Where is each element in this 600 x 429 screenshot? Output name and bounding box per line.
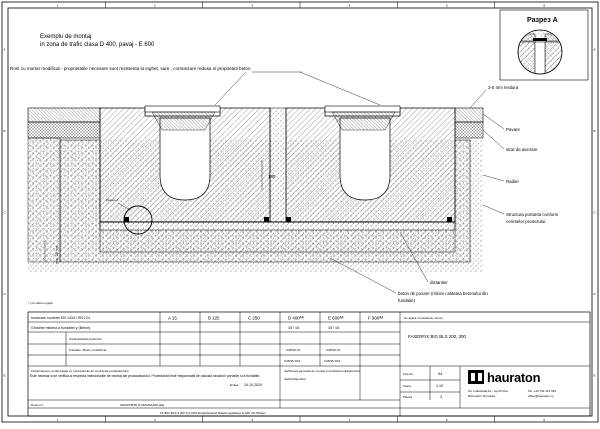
frame-row-E-left: E bbox=[3, 373, 6, 378]
title-line2: in zona de trafic clasa D 400, pavaj - E 600 bbox=[40, 42, 155, 48]
frame-row-B-left: B bbox=[3, 128, 6, 133]
y-value-d400: 15 / 15 bbox=[288, 326, 299, 330]
beton-value-e600: C25/30-XF bbox=[326, 348, 341, 352]
beton-value-d400: C25/30-XF bbox=[286, 348, 301, 352]
gap-callout: 3-5 mm lesitura bbox=[488, 85, 519, 90]
notes-title: Pozitionarea in conformitate cu instructiunile de montaj ale producatorului bbox=[31, 369, 129, 373]
frame-row-D-left: D bbox=[3, 292, 6, 297]
frame-column-6-top: 6 bbox=[543, 3, 546, 8]
frame-row-A-left: A bbox=[3, 47, 6, 52]
cross-section bbox=[28, 106, 483, 272]
product-name: FASERFIX BIG BLS 200, 300 bbox=[408, 334, 466, 339]
frame-row-A-right: A bbox=[593, 47, 596, 52]
frame-column-3-bottom: 3 bbox=[251, 418, 254, 422]
sheet-label: Plansa bbox=[403, 395, 413, 399]
depth-dimension: 180 bbox=[268, 174, 276, 179]
frame-column-2-top: 2 bbox=[154, 3, 156, 8]
title-line1: Exemplu de montaj bbox=[40, 34, 92, 40]
company-logo bbox=[468, 370, 541, 385]
structure-callout-2: cerintelor proiectului. bbox=[506, 219, 547, 224]
y-value-e600: 15 / 15 bbox=[328, 326, 339, 330]
concrete-callout-1: beton de pozare (minim calitatea betonului din bbox=[398, 291, 488, 296]
bedding-callout: strat de asezare bbox=[506, 147, 538, 152]
row1-label: Incarcare conform EN 1433 / EN 124 bbox=[31, 316, 90, 320]
class-value-d400: C35/45-XF3 bbox=[284, 359, 301, 363]
frame-column-1-top: 1 bbox=[56, 3, 59, 8]
concrete-callout-2: fundatie) bbox=[398, 298, 416, 303]
footer-title: FF-BIG-BLS 3 200 Typ D00 Einbaubeispiel Belastungsklasse E 600 mit Pflaster bbox=[160, 411, 266, 415]
paving-callout: Pavare bbox=[506, 127, 520, 132]
load-class-1: B 125 bbox=[208, 315, 220, 321]
frame-column-2-bottom: 2 bbox=[154, 418, 156, 422]
scale-label: Scara bbox=[403, 384, 411, 388]
scale-value: 1:10 bbox=[436, 384, 443, 388]
frame-column-6-bottom: 6 bbox=[543, 418, 546, 422]
company-city: Bucuresti / Romania bbox=[468, 394, 496, 398]
spacer-callout: distantier bbox=[430, 280, 448, 285]
class-value-e600: C35/45-XF3 bbox=[324, 359, 341, 363]
section-a-detail bbox=[500, 10, 588, 80]
format-value: A4 bbox=[438, 372, 443, 376]
load-class-4: E 600ᴬᴬ bbox=[328, 315, 344, 321]
notes-text: Este necesar a se verifica si respecta instructiunile de montaj ale producatorului. Proiectantul este responsabil de calculul structurii portante si a fundatiei. bbox=[30, 374, 261, 378]
company-address: Str. Industriala 10 - Ap.25 Ilfov bbox=[468, 389, 509, 393]
frame-row-C-left: C bbox=[3, 210, 6, 215]
frame-column-5-bottom: 5 bbox=[446, 418, 448, 422]
frame-row-C-right: C bbox=[593, 210, 596, 215]
frame-row-D-right: D bbox=[593, 292, 596, 297]
load-class-0: A 15 bbox=[168, 315, 177, 321]
structure-callout-1: Structura portanta conform bbox=[506, 212, 559, 217]
paving-right bbox=[455, 108, 483, 122]
footnote: * y.st nahmo egsta bbox=[28, 301, 53, 305]
date-label: Emisa bbox=[230, 383, 239, 387]
project-note: Verificarea generala de montaj si rezistenta infrastructurii bbox=[284, 369, 360, 373]
base-callout: Radier bbox=[506, 179, 519, 184]
frame-column-1-bottom: 1 bbox=[56, 418, 59, 422]
frame-row-B-right: B bbox=[593, 128, 596, 133]
format-label: Format bbox=[403, 372, 413, 376]
frame-column-4-bottom: 4 bbox=[348, 418, 351, 422]
drawing-no: 0000154528_R DMAMAA08.dwg bbox=[120, 403, 165, 407]
row3-label: Caracteristicile betonului bbox=[69, 337, 102, 341]
product-note: Se aplica urmatoarele norme bbox=[404, 316, 443, 320]
load-class-2: C 250 bbox=[248, 315, 260, 321]
detail-ref-label: Разрез А bbox=[106, 198, 119, 202]
company-email: office@hauraton.ro bbox=[528, 394, 554, 398]
drawn-by: Verificat/aprobat bbox=[284, 377, 306, 381]
min-height-label: min. 25 mm bbox=[55, 245, 59, 264]
row2-label: Grosime minima a fundatiei y (Beton) bbox=[31, 326, 91, 330]
sheet-value: 3 bbox=[440, 395, 442, 399]
frame-column-4-top: 4 bbox=[348, 3, 351, 8]
load-class-row bbox=[168, 316, 383, 321]
date-value: 24.10.2024 bbox=[244, 383, 262, 387]
row4-label: Fundatie / Beton conditionat bbox=[69, 348, 107, 352]
drawing-no-label: Desen nr. bbox=[31, 403, 44, 407]
frame-row-E-right: E bbox=[593, 373, 596, 378]
mortar-callout: Rost cu mortar modificat - proprietatile necesare sunt rezistenta la inghet, sare , contractare redusa si proprietati beton bbox=[10, 66, 251, 71]
title-block bbox=[28, 312, 590, 416]
section-a-label: Разрез А bbox=[527, 17, 558, 24]
frame-column-3-top: 3 bbox=[251, 3, 254, 8]
load-class-3: D 400ᴬᴬ bbox=[288, 315, 304, 321]
paving-left bbox=[28, 108, 100, 122]
load-class-5: F 900ᴬᴬ bbox=[368, 315, 384, 321]
company-name: hauraton bbox=[487, 370, 541, 385]
company-phone: Tel. +40 744 313 581 bbox=[528, 389, 557, 393]
frame-column-5-top: 5 bbox=[446, 3, 448, 8]
